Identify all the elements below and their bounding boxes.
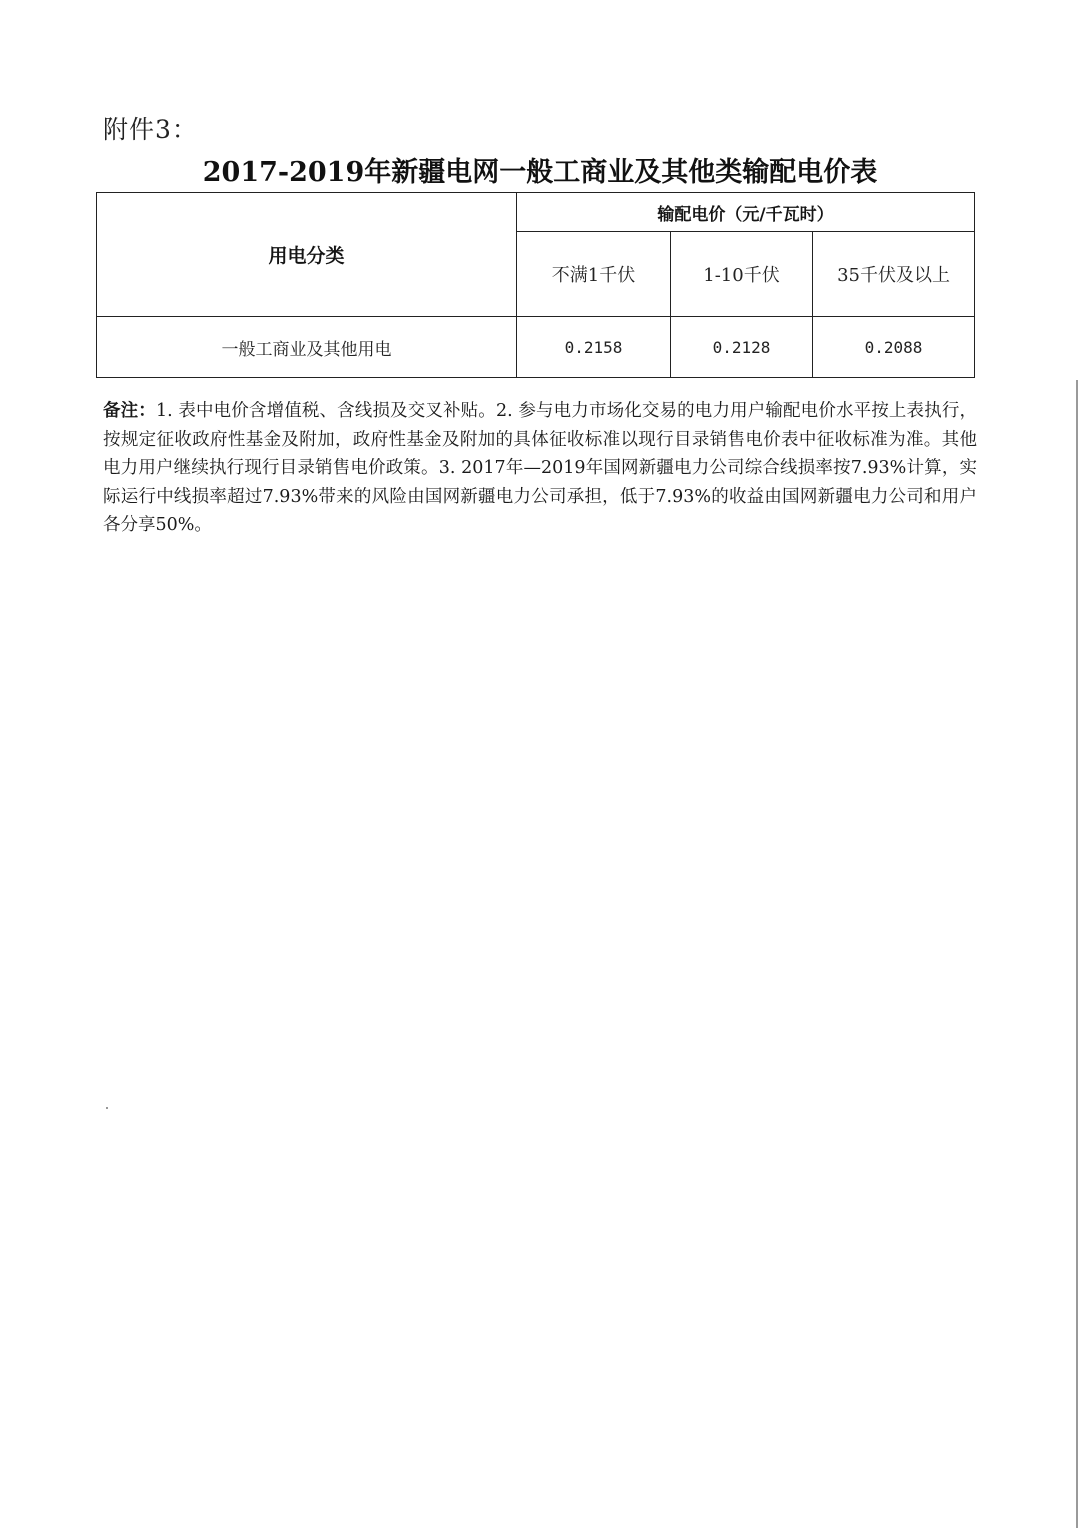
note-paragraph: [103, 397, 977, 540]
scan-speck: [106, 1107, 108, 1109]
scan-edge-line: [1076, 380, 1078, 1528]
price-35kv-above: 0.2088: [813, 317, 975, 378]
row-label: 一般工商业及其他用电: [97, 317, 517, 378]
table-row: [97, 317, 975, 378]
rate-table: [96, 192, 975, 378]
column-header-below-1kv: 不满1千伏: [517, 232, 671, 317]
price-1-10kv: 0.2128: [671, 317, 813, 378]
table-header-row: [97, 193, 975, 232]
price-below-1kv: 0.2158: [517, 317, 671, 378]
note-label: 备注：: [103, 401, 156, 421]
column-header-35kv-above: 35千伏及以上: [813, 232, 975, 317]
category-header: 用电分类: [97, 193, 517, 317]
price-group-header: 输配电价（元/千瓦时）: [517, 193, 975, 232]
attachment-label: 附件3：: [103, 115, 198, 144]
note-text: 1. 表中电价含增值税、含线损及交叉补贴。2. 参与电力市场化交易的电力用户输配电价水平按上表执行，按规定征收政府性基金及附加，政府性基金及附加的具体征收标准以现行目录销售电价表中征收标准为准。其他电力用户继续执行现行目录销售电价政策。3. 2017年—2019年国网新疆电力公司综合线损率按7.93%计算，实际运行中线损率超过7.93%带来的风险由国网新疆电力公司承担，低于7.93%的收益由国网新疆电力公司和用户各分享50%。: [103, 401, 977, 535]
document-title: 2017-2019年新疆电网一般工商业及其他类输配电价表: [202, 157, 878, 188]
column-header-1-10kv: 1-10千伏: [671, 232, 813, 317]
